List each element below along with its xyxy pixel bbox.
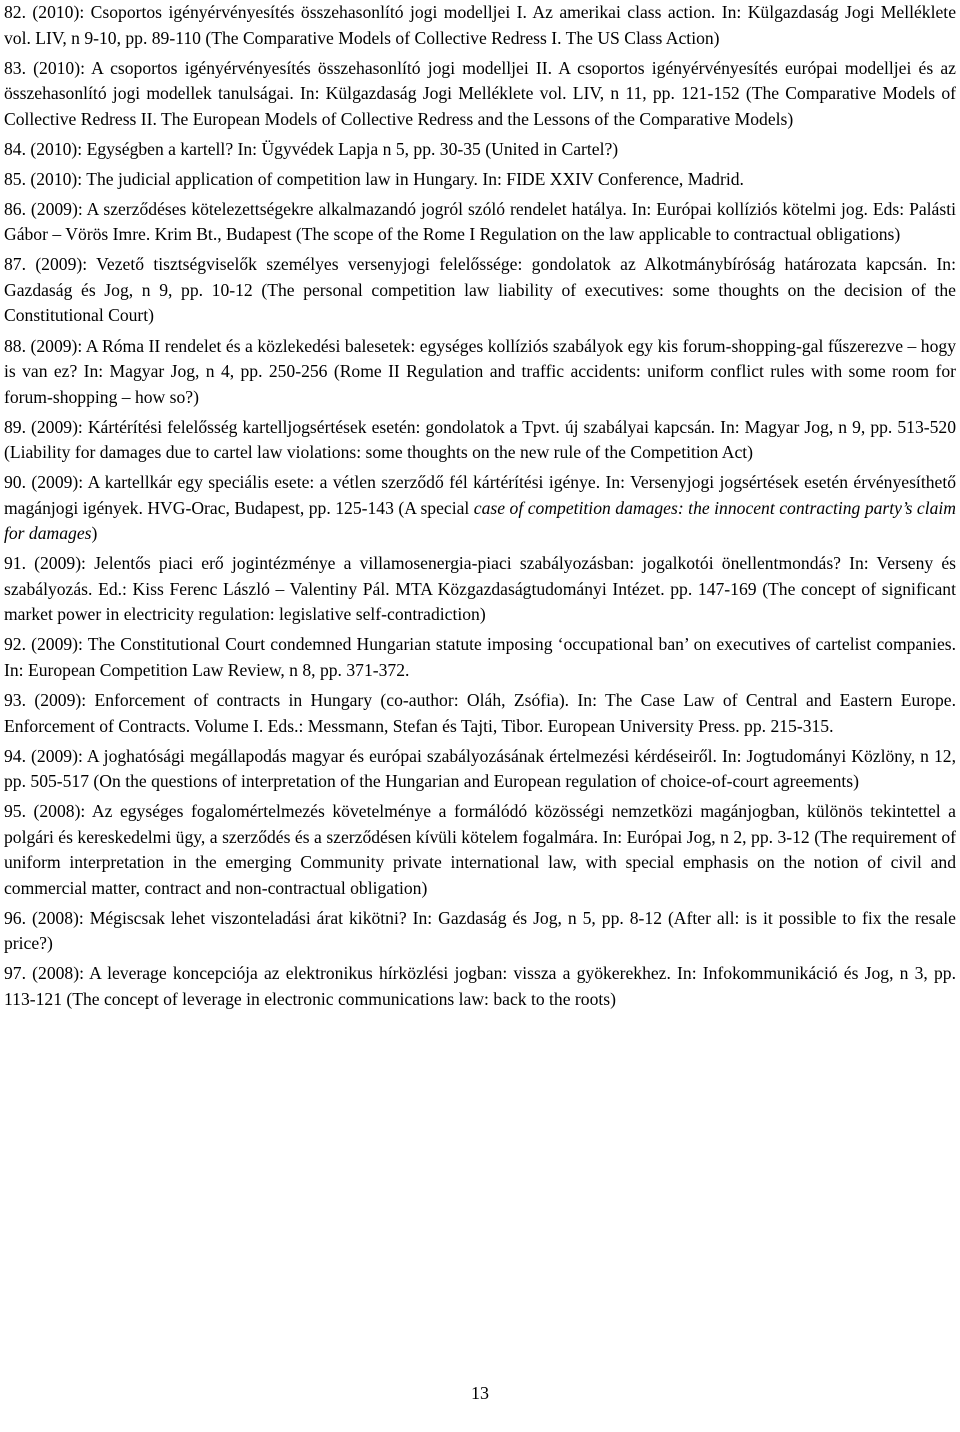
publication-entry-90 [4, 470, 956, 547]
publication-entry-91: 91. (2009): Jelentős piaci erő jogintézménye a villamosenergia-piaci szabályozásban: jogalkotói önellentmondás? In: Verseny és szabályozás. Ed.: Kiss Ferenc László – Valentiny Pál. MTA Közgazdaságtudományi Intézet. pp. 147-169 (The concept of significant market power in electricity regulation: legislative self-contradiction) [4, 553, 956, 625]
page-number: 13 [471, 1383, 489, 1403]
entry-90-main-text: 90. (2009): A kartellkár egy speciális esete: a vétlen szerződő fél kártérítési igénye. In: Versenyjogi jogsértések esetén érvényesíthető magánjogi igények. HVG-Orac, Budapest, pp. 125-143 (A special [4, 472, 956, 518]
entry-90-italic-text: case of competition damages: the innocent contracting party’s claim for damages [4, 497, 956, 544]
publication-entry-86: 86. (2009): A szerződéses kötelezettségekre alkalmazandó jogról szóló rendelet hatálya. In: Európai kollíziós kötelmi jog. Eds: Palásti Gábor – Vörös Imre. Krim Bt., Budapest (The scope of the Rome I Regulation on the law applicable to contractual obligations) [4, 198, 956, 245]
publication-entry-97: 97. (2008): A leverage koncepciója az elektronikus hírközlési jogban: vissza a gyökerekhez. In: Infokommunikáció és Jog, n 3, pp. 113-121 (The concept of leverage in electronic communications law: back to the roots) [4, 963, 956, 1009]
publication-entry-82: 82. (2010): Csoportos igényérvényesítés összehasonlító jogi modelljei I. Az amerikai class action. In: Külgazdaság Jogi Melléklete vol. LIV, n 9-10, pp. 89-110 (The Comparative Models of Collective Redress I. The US Class Action) [4, 2, 956, 48]
publication-entry-87: 87. (2009): Vezető tisztségviselők személyes versenyjogi felelőssége: gondolatok az Alkotmánybíróság határozata kapcsán. In: Gazdaság és Jog, n 9, pp. 10-12 (The personal competition law liability of executives: some thoughts on the decision of the Constitutional Court) [4, 254, 956, 326]
publication-entry-83: 83. (2010): A csoportos igényérvényesítés összehasonlító jogi modelljei II. A csoportos igényérvényesítés európai modelljei és az összehasonlító jogi modellek tanulságai. In: Külgazdaság Jogi Melléklete vol. LIV, n 11, pp. 121-152 (The Comparative Models of Collective Redress II. The European Models of Collective Redress and the Lessons of the Comparative Models) [4, 57, 956, 129]
publication-entry-88: 88. (2009): A Róma II rendelet és a közlekedési balesetek: egységes kollíziós szabályok egy kis forum-shopping-gal fűszerezve – hogy is van ez? In: Magyar Jog, n 4, pp. 250-256 (Rome II Regulation and traffic accidents: uniform conflict rules with some room for forum-shopping – how so?) [4, 335, 956, 407]
publication-entry-89: 89. (2009): Kártérítési felelősség kartelljogsértések esetén: gondolatok a Tpvt. új szabályai kapcsán. In: Magyar Jog, n 9, pp. 513-520 (Liability for damages due to cartel law violations: some thoughts on the new rule of the Competition Act) [4, 416, 956, 463]
publication-entry-93: 93. (2009): Enforcement of contracts in Hungary (co-author: Oláh, Zsófia). In: The Case Law of Central and Eastern Europe. Enforcement of Contracts. Volume I. Eds.: Messmann, Stefan és Tajti, Tibor. European University Press. pp. 215-315. [4, 690, 956, 736]
entry-90-tail-text: ) [91, 523, 98, 544]
bibliography-page [4, 0, 956, 1017]
publication-entry-84: 84. (2010): Egységben a kartell? In: Ügyvédek Lapja n 5, pp. 30-35 (United in Cartel?) [4, 138, 619, 159]
publication-entry-85: 85. (2010): The judicial application of competition law in Hungary. In: FIDE XXIV Conference, Madrid. [4, 168, 744, 189]
publication-entry-96: 96. (2008): Mégiscsak lehet viszonteladási árat kikötni? In: Gazdaság és Jog, n 5, pp. 8-12 (After all: is it possible to fix the resale price?) [4, 907, 956, 954]
publication-entry-94: 94. (2009): A joghatósági megállapodás magyar és európai szabályozásának értelmezési kérdéseiről. In: Jogtudományi Közlöny, n 12, pp. 505-517 (On the questions of interpretation of the Hungarian and European regulation of choice-of-court agreements) [4, 745, 956, 792]
publication-entry-95: 95. (2008): Az egységes fogalomértelmezés követelménye a formálódó közösségi nemzetközi magánjogban, különös tekintettel a polgári és kereskedelmi ügy, a szerződés és a szerződésen kívüli kötelem fogalmára. In: Európai Jog, n 2, pp. 3-12 (The requirement of uniform interpretation in the emerging Community private international law, with special emphasis on the notion of civil and commercial matter, contract and non-contractual obligation) [4, 801, 956, 898]
publication-entry-92: 92. (2009): The Constitutional Court condemned Hungarian statute imposing ‘occupational ban’ on executives of cartelist companies. In: European Competition Law Review, n 8, pp. 371-372. [4, 634, 956, 680]
